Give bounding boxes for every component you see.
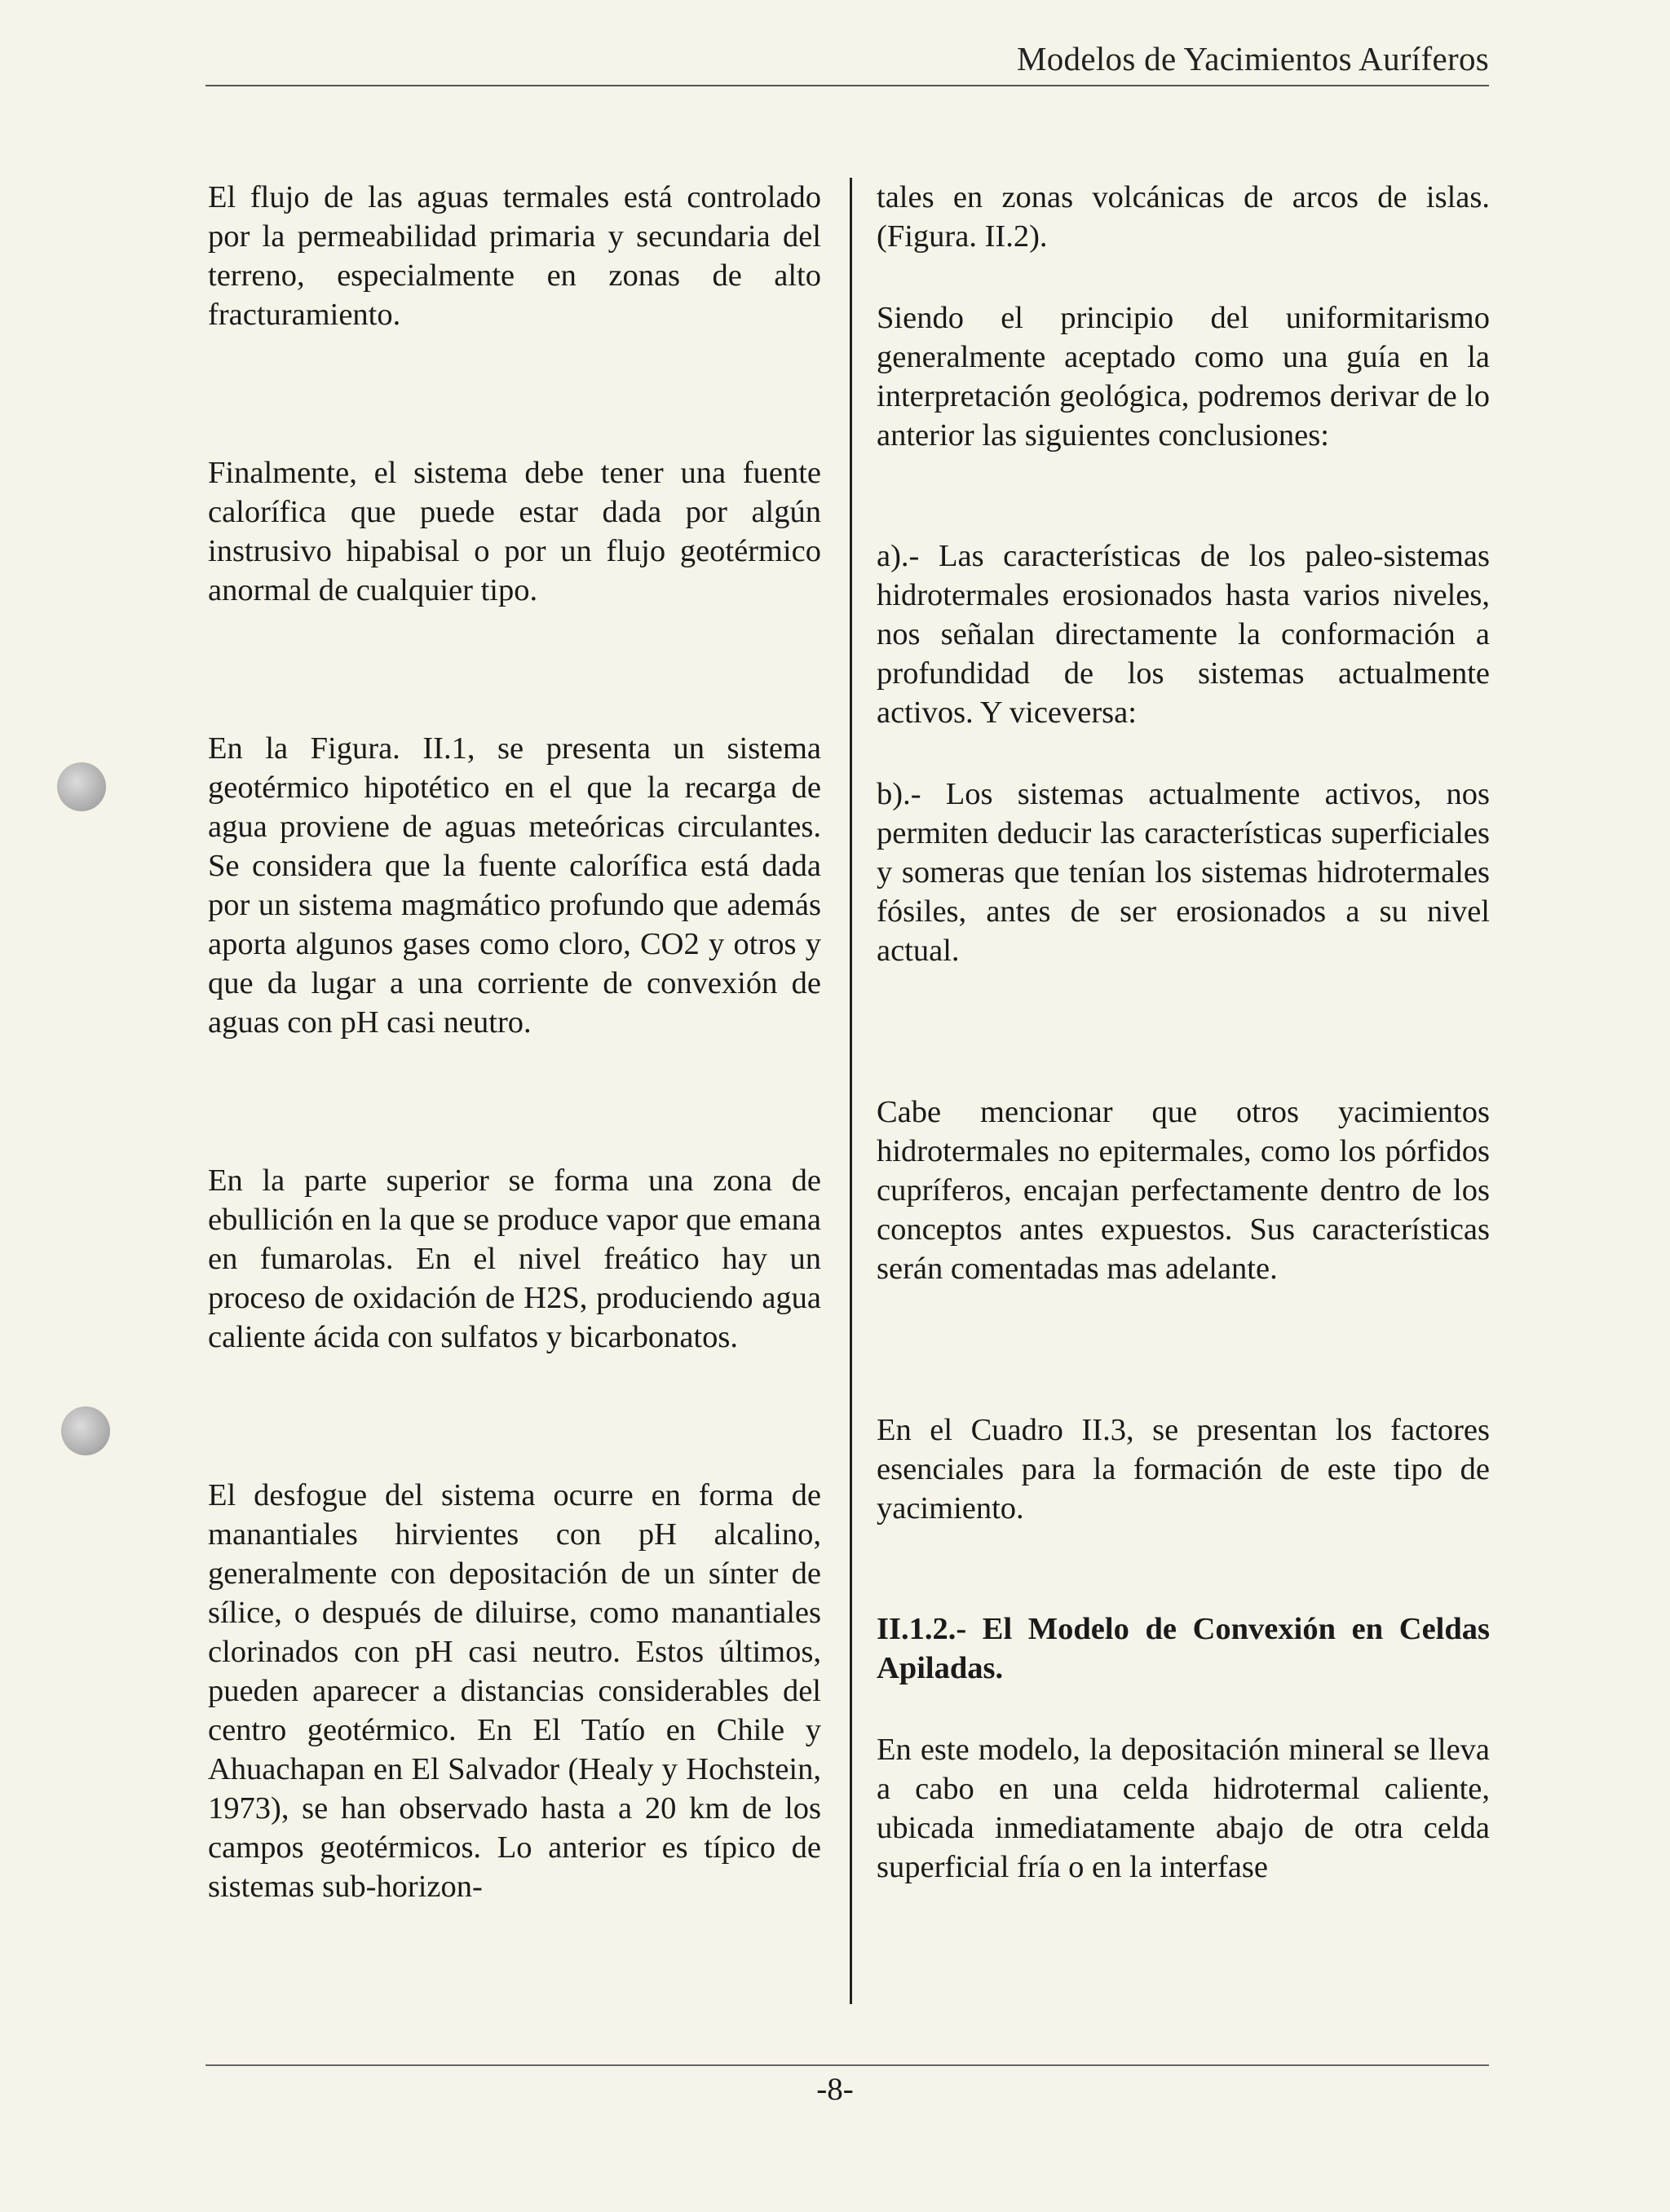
punch-hole-top [57,762,106,811]
right-paragraph-7: En este modelo, la depositación mineral se lleva a cabo en una celda hidrotermal caliente, ubicada inmediatamente abajo de otra celda superficial fría o en la interfase [877,1733,1490,1884]
column-divider [850,178,852,2004]
page-number: -8- [816,2072,854,2107]
header-title: Modelos de Yacimientos Auríferos [1017,40,1489,77]
right-paragraph-5: Cabe mencionar que otros yacimientos hidrotermales no epitermales, como los pórfidos cupríferos, encajan perfectamente dentro de los conceptos antes expuestos. Sus características serán comentadas mas adelante. [877,1095,1490,1286]
left-paragraph-2: Finalmente, el sistema debe tener una fuente calorífica que puede estar dada por algún instrusivo hipabisal o por un flujo geotérmico anormal de cualquier tipo. [208,456,821,607]
page-header [205,34,1489,86]
section-heading: II.1.2.- El Modelo de Convexión en Celdas Apiladas. [877,1612,1490,1685]
punch-hole-bottom [61,1406,110,1455]
left-paragraph-5: El desfogue del sistema ocurre en forma de manantiales hirvientes con pH alcalino, generalmente con depositación de un sínter de sílice, o después de diluirse, como manantiales clorinados con pH casi neutro. Estos últimos, pueden aparecer a distancias considerables del centro geotérmico. En El Tatío en Chile y Ahuachapan en El Salvador (Healy y Hochstein, 1973), se han observado hasta a 20 km de los campos geotérmicos. Lo anterior es típico de sistemas sub-horizon- [208,1478,821,1904]
right-paragraph-4: b).- Los sistemas actualmente activos, nos permiten deducir las características superficiales y someras que tenían los sistemas hidrotermales fósiles, antes de ser erosionados a su nivel actual. [877,777,1490,968]
right-paragraph-6: En el Cuadro II.3, se presentan los factores esenciales para la formación de este tipo de yacimiento. [877,1413,1490,1525]
left-paragraph-3: En la Figura. II.1, se presenta un sistema geotérmico hipotético en el que la recarga de agua proviene de aguas meteóricas circulantes. Se considera que la fuente calorífica está dada por un sistema magmático profundo que además aporta algunos gases como cloro, CO2 y otros y que da lugar a una corriente de convexión de aguas con pH casi neutro. [208,731,821,1040]
left-paragraph-1: El flujo de las aguas termales está controlado por la permeabilidad primaria y secundaria del terreno, especialmente en zonas de alto fracturamiento. [208,180,821,332]
footer-rule [205,2064,1489,2066]
left-column [208,178,821,1906]
right-column [877,178,1490,1887]
right-paragraph-2: Siendo el principio del uniformitarismo generalmente aceptado como una guía en la interpretación geológica, podremos derivar de lo anterior las siguientes conclusiones: [877,301,1490,453]
right-paragraph-3: a).- Las características de los paleo-sistemas hidrotermales erosionados hasta varios niveles, nos señalan directamente la conformación a profundidad de los sistemas actualmente activos. Y viceversa: [877,539,1490,730]
left-paragraph-4: En la parte superior se forma una zona de ebullición en la que se produce vapor que emana en fumarolas. En el nivel freático hay un proceso de oxidación de H2S, produciendo agua caliente ácida con sulfatos y bicarbonatos. [208,1163,821,1354]
right-paragraph-1: tales en zonas volcánicas de arcos de islas. (Figura. II.2). [877,180,1490,254]
